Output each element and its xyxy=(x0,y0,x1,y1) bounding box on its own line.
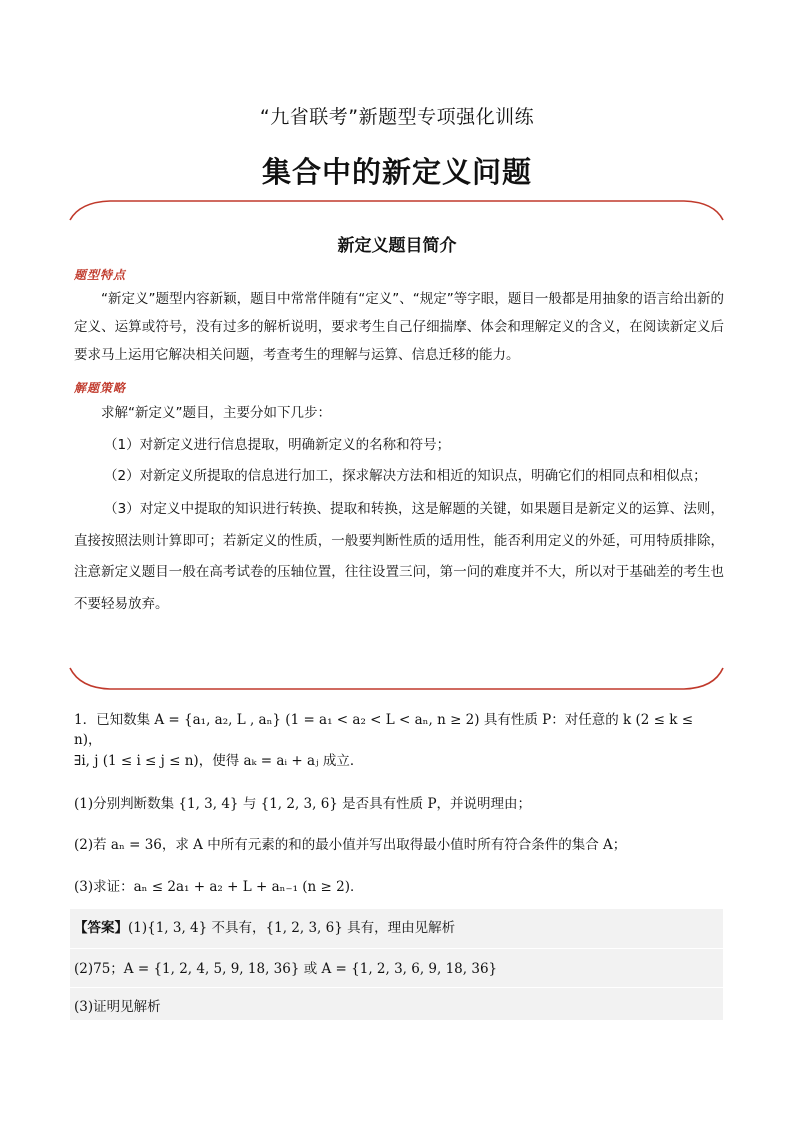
tag-features: 题型特点 xyxy=(74,268,127,282)
answer-divider xyxy=(70,948,723,949)
question-part-2: (2)若 aₙ = 36，求 A 中所有元素的和的最小值并写出取得最小值时所有符合条件的集合 A； xyxy=(74,837,627,853)
answer-line-1 xyxy=(74,918,455,938)
strategy-step-1: （1）对新定义进行信息提取，明确新定义的名称和符号； xyxy=(104,437,451,453)
tag-strategy: 解题策略 xyxy=(74,381,127,395)
question-stem-line-1: 1．已知数集 A = {a₁, a₂, L , aₙ} (1 = a₁ < a₂ < L < aₙ, n ≥ 2) 具有性质 P：对任意的 k (2 ≤ k ≤ n)， xyxy=(74,712,694,748)
strategy-intro: 求解“新定义”题目，主要分如下几步： xyxy=(101,405,331,421)
frame-bottom-arc xyxy=(70,668,723,689)
answer-text-1: (1){1, 3, 4} 不具有，{1, 2, 3, 6} 具有，理由见解析 xyxy=(128,920,456,936)
question-stem-line-2: ∃i, j (1 ≤ i ≤ j ≤ n)，使得 aₖ = aᵢ + aⱼ 成立． xyxy=(74,753,364,769)
page-subtitle: “九省联考”新题型专项强化训练 xyxy=(259,106,535,128)
answer-line-3: (3)证明见解析 xyxy=(74,999,161,1015)
question-part-1: (1)分别判断数集 {1, 3, 4} 与 {1, 2, 3, 6} 是否具有性质 P，并说明理由； xyxy=(74,796,532,812)
answer-divider xyxy=(70,987,723,988)
features-paragraph: “新定义”题型内容新颖，题目中常常伴随有“定义”、“规定”等字眼，题目一般都是用抽象的语言给出新的定义、运算或符号，没有过多的解析说明，要求考生自己仔细揣摩、体会和理解定义的含义，在阅读新定义后要求马上运用它解决相关问题，考查考生的理解与运算、信息迁移的能力。 xyxy=(74,291,724,363)
strategy-step-3: （3）对定义中提取的知识进行转换、提取和转换，这是解题的关键，如果题目是新定义的运算、法则，直接按照法则计算即可；若新定义的性质，一般要判断性质的适用性，能否利用定义的外延，可用特质排除，注意新定义题目一般在高考试卷的压轴位置，往往设置三问，第一问的难度并不大，所以对于基础差的考生也不要轻易放弃。 xyxy=(74,501,724,612)
answer-line-2: (2)75；A = {1, 2, 4, 5, 9, 18, 36} 或 A = {1, 2, 3, 6, 9, 18, 36} xyxy=(74,961,498,977)
question-part-3: (3)求证：aₙ ≤ 2a₁ + a₂ + L + aₙ₋₁ (n ≥ 2)． xyxy=(74,879,364,895)
page-title: 集合中的新定义问题 xyxy=(261,155,532,189)
intro-section-title: 新定义题目简介 xyxy=(337,236,457,256)
strategy-step-2: （2）对新定义所提取的信息进行加工，探求解决方法和相近的知识点，明确它们的相同点和相似点； xyxy=(104,468,707,484)
answer-label: 【答案】 xyxy=(74,920,128,936)
frame-top-arc xyxy=(70,201,723,220)
